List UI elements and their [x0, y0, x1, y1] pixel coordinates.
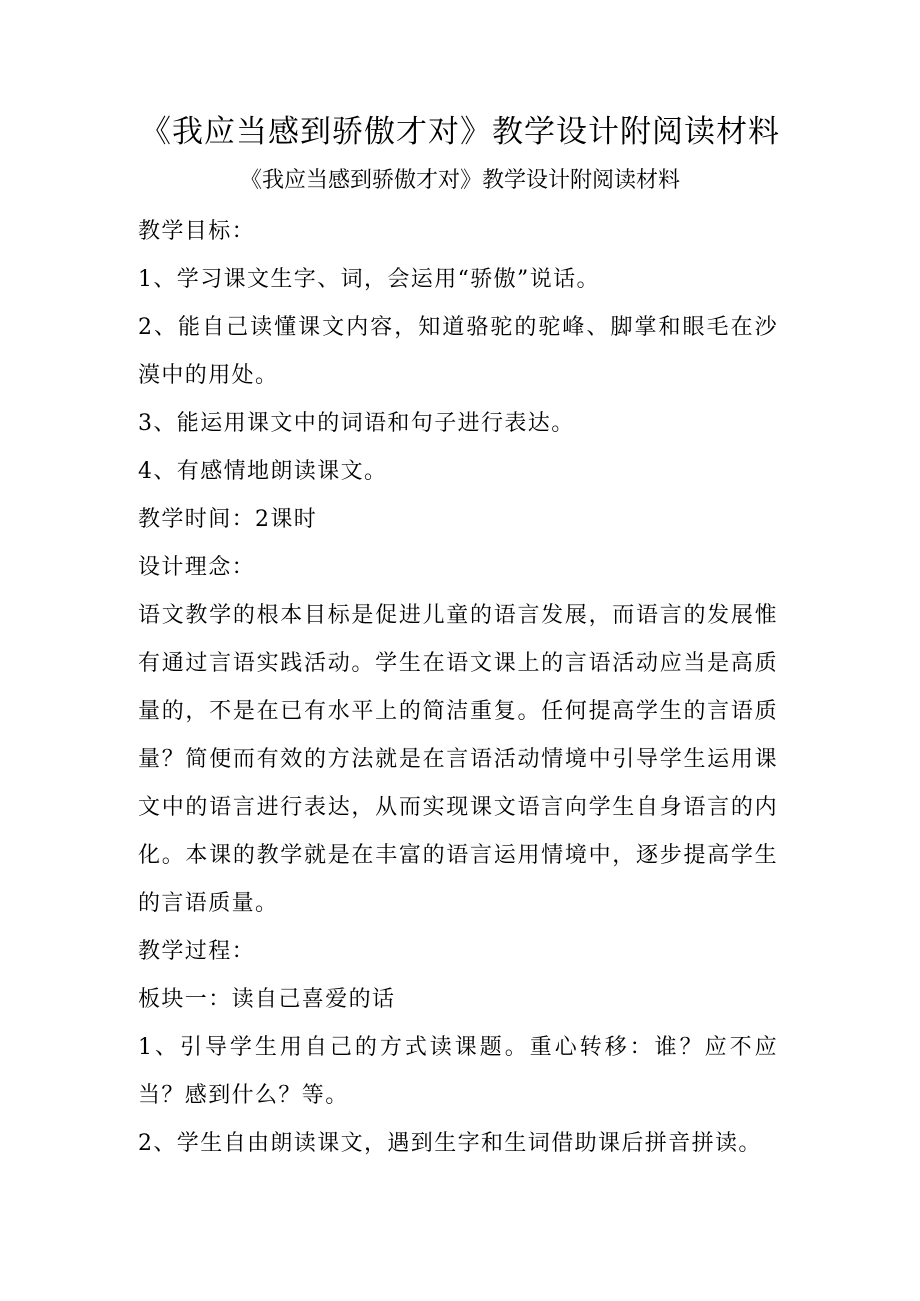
objective-item: 4、有感情地朗读课文。: [138, 459, 388, 484]
objective-item: 1、学习课文生字、词，会运用“骄傲”说话。: [138, 267, 600, 292]
document-title: 《我应当感到骄傲才对》教学设计附阅读材料: [140, 114, 780, 150]
document-body: [138, 208, 778, 1168]
section-heading-process: 教学过程：: [138, 939, 256, 964]
block-heading: 板块一：读自己喜爱的话: [138, 987, 396, 1012]
section-heading-design-concept: 设计理念：: [138, 555, 256, 580]
process-item: 1、引导学生用自己的方式读课题。重心转移：谁？应不应当？感到什么？等。: [138, 1035, 778, 1108]
teaching-time: 教学时间：2课时: [138, 507, 318, 532]
objective-item: 3、能运用课文中的词语和句子进行表达。: [138, 411, 575, 436]
section-heading-objectives: 教学目标：: [138, 219, 256, 244]
design-concept-paragraph: 语文教学的根本目标是促进儿童的语言发展，而语言的发展惟有通过言语实践活动。学生在语文课上的言语活动应当是高质量的，不是在已有水平上的简洁重复。任何提高学生的言语质量？简便而有效的方法就是在言语活动情境中引导学生运用课文中的语言进行表达，从而实现课文语言向学生自身语言的内化。本课的教学就是在丰富的语言运用情境中，逐步提高学生的言语质量。: [138, 603, 778, 916]
process-item: 2、学生自由朗读课文，遇到生字和生词借助课后拼音拼读。: [138, 1131, 762, 1156]
objective-item: 2、能自己读懂课文内容，知道骆驼的驼峰、脚掌和眼毛在沙漠中的用处。: [138, 315, 778, 388]
document-subtitle: 《我应当感到骄傲才对》教学设计附阅读材料: [239, 168, 680, 193]
